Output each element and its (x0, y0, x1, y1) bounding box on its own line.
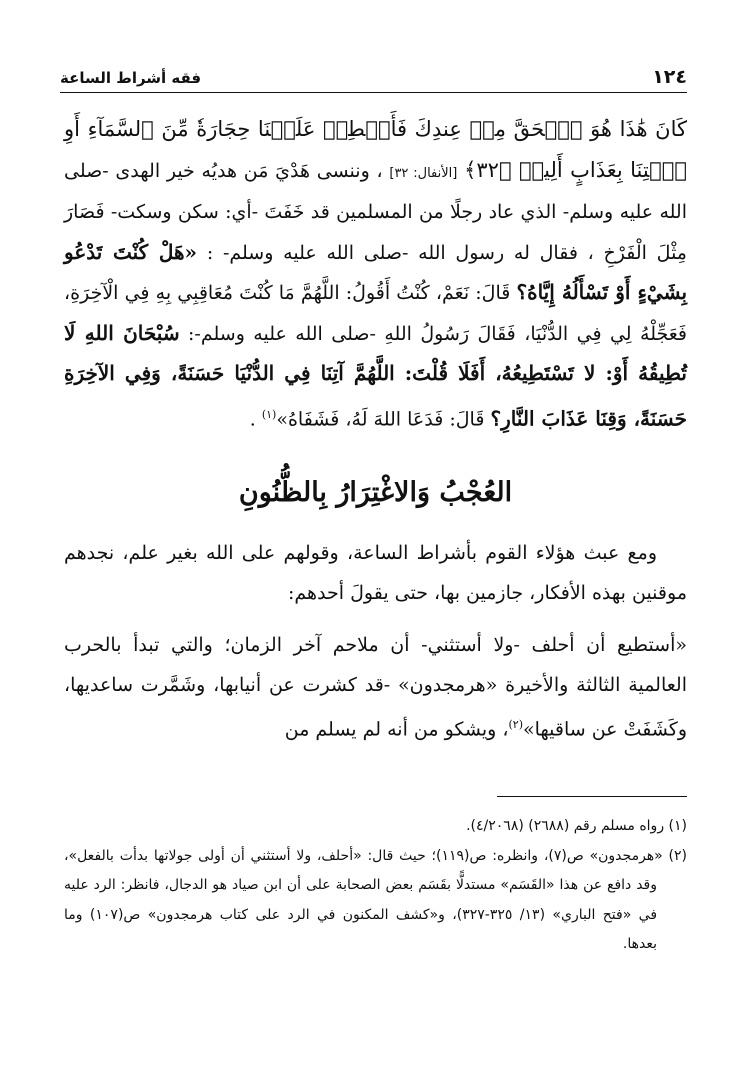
quran-reference: [الأنفال: ٣٢] (389, 165, 458, 181)
paragraph-2: ومع عبث هؤلاء القوم بأشراط الساعة، وقولهم على الله بغير علم، نجدهم موقنين بهذه الأفكار، جازمين بها، حتى يقولَ أحدهم: (64, 542, 687, 605)
narrative-text: ، وننسى هَدْيَ مَن هديُه خير الهدى -صلى الله عليه وسلم- الذي عاد رجلًا من المسلمين قد خَفَتَ -أي: سكن وسكت- فَصَارَ مِثْلَ الْفَرْخِ ، فقال له رسول الله -صلى الله عليه وسلم- : (64, 159, 687, 264)
book-title: فقه أشراط الساعة (60, 69, 202, 87)
footnote-marker-2: (٢) (508, 718, 523, 732)
hadith-question: «هَلْ كُنْتَ تَدْعُو بِشَيْءٍ أَوْ تَسْأَلُهُ إِيَّاهُ؟ (64, 239, 688, 304)
page-header (60, 62, 687, 93)
footnote-divider (497, 796, 687, 797)
quote-tail: ، ويشكو من أنه لم يسلم من (284, 718, 509, 741)
page-number: ١٢٤ (652, 66, 687, 88)
reply-text: قَالَ: نَعَمْ، كُنْتُ أَقُولُ: اللَّهُمَّ مَا كُنْتَ مُعَاقِبِي بِهِ فِي الْآخِرَةِ، فَعَجِّلْهُ لِي فِي الدُّنْيَا، فَقَالَ رَسُولُ اللهِ -صلى الله عليه وسلم-: (64, 282, 687, 345)
main-text (64, 110, 687, 750)
section-heading: العُجْبُ وَالاغْتِرَارُ بِالظُّنُونِ (238, 477, 513, 509)
footnotes (64, 812, 687, 960)
ending-dot: . (249, 407, 262, 430)
paragraph-3 (64, 625, 687, 749)
paragraph-hadith (64, 110, 687, 439)
quote-text: «أستطيع أن أحلف -ولا أستثني- أن ملاحم آخر الزمان؛ والتي تبدأ بالحرب العالمية الثالثة والأخيرة «هرمجدون» -قد كشرت عن أنيابها، وشَمَّرت ساعديها، وكَشَفَتْ عن ساقيها» (64, 634, 687, 741)
footnote-2: (٢) «هرمجدون» ص(٧)، وانظره: ص(١١٩)؛ حيث قال: «أحلف، ولا أستثني أن أولى جولاتها بدأت بالفعل»، وقد دافع عن هذا «القَسَم» مستدلًّا بقَسَم بعض الصحابة على أن ابن صياد هو الدجال، فانظر: الرد عليه في «فتح الباري» (١٣/ ٣٢٥-٣٢٧)، و«كشف المكنون في الرد على كتاب هرمجدون» ص(١٠٧) وما بعدها. (64, 847, 688, 952)
hadith-answer: سُبْحَانَ اللهِ لَا تُطِيقُهُ أَوْ: لا تَسْتَطِيعُهُ، أَفَلَا قُلْتَ: اللَّهُمَّ آتِنَا فِي الدُّنْيَا حَسَنَةً، وَفِي الآخِرَةِ حَسَنَةً، وَقِنَا عَذَابَ النَّارِ؟ (64, 320, 687, 430)
footnote-marker-1: (١) (261, 407, 277, 421)
footnote-1: (١) رواه مسلم رقم (٢٦٨٨) (٤/٢٠٦٨). (466, 818, 687, 834)
quran-verse: كَانَ هَٰذَا هُوَ ٱلۡحَقَّ مِنۡ عِندِكَ فَأَمۡطِرۡ عَلَيۡنَا حِجَارَةٗ مِّنَ ٱلسَّمَآءِ أَوِ ٱئۡتِنَا بِعَذَابٍ أَلِيمٖ ﴿٣٢﴾ (64, 117, 687, 182)
ending-text: قَالَ: فَدَعَا اللهَ لَهُ، فَشَفَاهُ» (276, 407, 485, 430)
